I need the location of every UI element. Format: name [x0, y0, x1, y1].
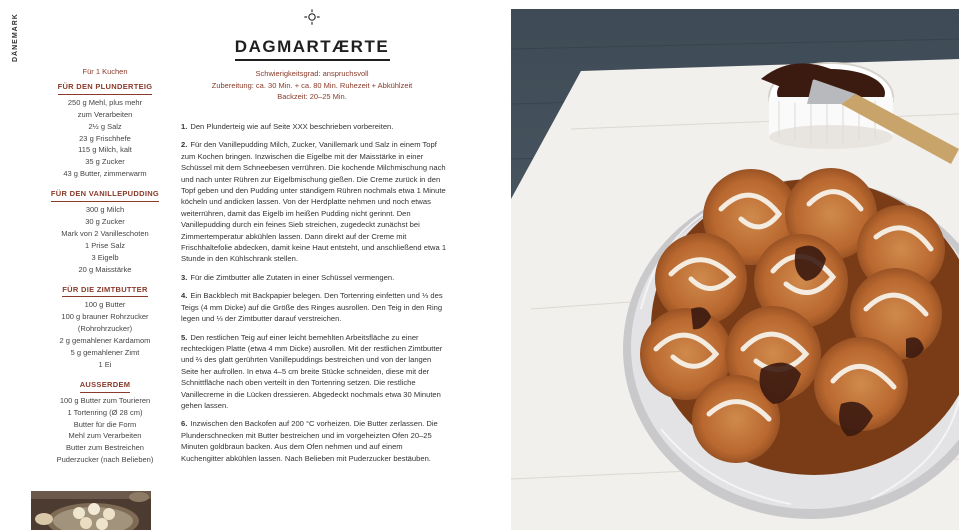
ingredient-item: Mark von 2 Vanilleschoten: [61, 228, 149, 238]
ingredient-item: zum Verarbeiten: [77, 109, 133, 119]
cake-photo-image: [511, 9, 959, 530]
ingredient-section: [30, 188, 180, 275]
ingredient-item: Mehl zum Verarbeiten: [68, 431, 142, 441]
step-number: 4.: [181, 291, 188, 301]
recipe-step: [181, 272, 447, 283]
ingredient-section-heading: FÜR DIE ZIMTBUTTER: [62, 284, 147, 298]
difficulty: Schwierigkeitsgrad: anspruchsvoll: [255, 69, 369, 78]
ingredient-item: 1 Ei: [98, 359, 112, 369]
ingredient-section: [30, 379, 180, 466]
ingredient-section: [30, 81, 180, 180]
ingredient-item: 2½ g Salz: [88, 121, 122, 131]
ingredient-item: 250 g Mehl, plus mehr: [67, 97, 143, 107]
thumbnail-photo-image: [31, 491, 151, 530]
step-text: Für die Zimtbutter alle Zutaten in einer Schüssel vermengen.: [190, 272, 395, 282]
cake-photo: [511, 9, 959, 530]
ingredient-item: Butter zum Bestreichen: [66, 443, 144, 453]
ingredient-item: 5 g gemahlener Zimt: [70, 348, 140, 358]
ingredient-item: 20 g Maisstärke: [78, 264, 132, 274]
country-tab: DÄNEMARK: [12, 13, 19, 62]
thumbnail-photo: [31, 491, 151, 530]
step-text: Für den Vanillepudding Milch, Zucker, Vanillemark und Salz in einem Topf zum Kochen bringen. Inzwischen die Eigelbe mit der Maisstärke in einer Schüssel mit dem Schneebesen verrühren. Die kochende Milchmischung nach und nach unter Rühren zur Eigelbmischung gießen. Die Creme zurück in den Topf geben und den Pudding unter ständigem Rühren nochmals etwa 1 Minute köcheln und andicken lassen. Von der Herdplatte nehmen und noch etwas weiterrühren, damit das Eigelb im heißen Pudding nicht gerinnt. Den Vanillepudding durch ein feines Sieb streichen, zugedeckt zunächst bei Zimmertemperatur abkühlen lassen. Dann direkt auf der Creme mit Frischhaltefolie abdecken, damit keine Haut entsteht, und anschließend etwa 1 Stunde in den Kühlschrank stellen.: [181, 140, 447, 264]
ingredient-item: 35 g Zucker: [85, 157, 125, 167]
ingredient-item: 1 Prise Salz: [84, 240, 126, 250]
ingredient-item: 30 g Zucker: [85, 216, 125, 226]
ingredient-item: 43 g Butter, zimmerwarm: [63, 169, 147, 179]
title-underline: [235, 59, 390, 61]
step-number: 5.: [181, 332, 188, 342]
step-text: Ein Backblech mit Backpapier belegen. Den Tortenring einfetten und ⅓ des Teigs (4 mm Dicke) auf die Größe des Ringes ausrollen. Den Teig in den Ring legen und ⅓ der Zimtbutter darauf verstreichen.: [181, 291, 443, 324]
ingredient-item: 3 Eigelb: [91, 252, 119, 262]
step-number: 1.: [181, 122, 188, 131]
ingredient-item: 100 g Butter zum Tourieren: [59, 395, 151, 405]
ingredient-section-heading: AUSSERDEM: [80, 379, 131, 393]
ingredient-item: 300 g Milch: [85, 205, 125, 215]
step-text: Den Plunderteig wie auf Seite XXX beschrieben vorbereiten.: [190, 122, 394, 131]
yield-label: Für 1 Kuchen: [82, 67, 128, 76]
recipe-step: [181, 418, 447, 464]
ingredient-item: 1 Tortenring (Ø 28 cm): [67, 407, 143, 417]
step-number: 3.: [181, 272, 188, 282]
ingredient-item: 2 g gemahlener Kardamom: [59, 336, 151, 346]
recipe-step: [181, 332, 447, 412]
recipe-step: [181, 290, 447, 324]
ingredient-item: Butter für die Form: [73, 419, 137, 429]
sun-icon: [304, 9, 320, 25]
recipe-title: DAGMARTÆRTE: [234, 37, 390, 56]
prep-time: Zubereitung: ca. 30 Min. + ca. 80 Min. Ruhezeit + Abkühlzeit: [211, 80, 413, 90]
recipe-steps: [181, 121, 447, 471]
step-text: Den restlichen Teig auf einer leicht bemehlten Arbeitsfläche zu einer rechteckigen Platte (etwa 4 mm Dicke) ausrollen. Mit der restlichen Zimtbutter und ⅔ des glatt gerührten Vanillepuddings bestreichen und von der langen Seite her aufrollen. In etwa 4–5 cm breite Stücke schneiden, diese mit der Schnittfläche nach oben verteilt in den Tortenring setzen. Die restliche Vanillecreme in die Lücken dressieren. Abgedeckt nochmals etwa 30 Minuten gehen lassen.: [181, 332, 443, 410]
ingredient-section-heading: FÜR DEN VANILLEPUDDING: [51, 188, 159, 202]
recipe-step: [181, 121, 447, 132]
ingredient-sections: [30, 81, 180, 466]
ingredient-item: 100 g brauner Rohrzucker: [61, 312, 149, 322]
bake-time: Backzeit: 20–25 Min.: [277, 92, 347, 101]
ingredient-item: 100 g Butter: [84, 300, 126, 310]
ingredient-item: Puderzucker (nach Belieben): [56, 455, 154, 465]
ingredient-item: 23 g Frischhefe: [79, 133, 131, 143]
ingredient-section-heading: FÜR DEN PLUNDERTEIG: [58, 81, 153, 95]
ingredients-column: [30, 66, 180, 474]
step-text: Inzwischen den Backofen auf 200 °C vorheizen. Die Butter zerlassen. Die Plunderschnecken mit Butter bestreichen und im vorgeheizten Ofen 20–25 Minuten goldbraun backen. Aus dem Ofen nehmen und auf einem Kuchengitter abkühlen lassen. Nach Belieben mit Puderzucker bestäuben.: [181, 419, 438, 463]
step-number: 6.: [181, 419, 188, 429]
ingredient-section: [30, 284, 180, 371]
ingredient-item: 115 g Milch, kalt: [78, 145, 132, 155]
step-number: 2.: [181, 140, 188, 150]
recipe-step: [181, 139, 447, 264]
ingredient-item: (Rohrohrzucker): [77, 324, 133, 334]
recipe-meta: [180, 68, 444, 103]
